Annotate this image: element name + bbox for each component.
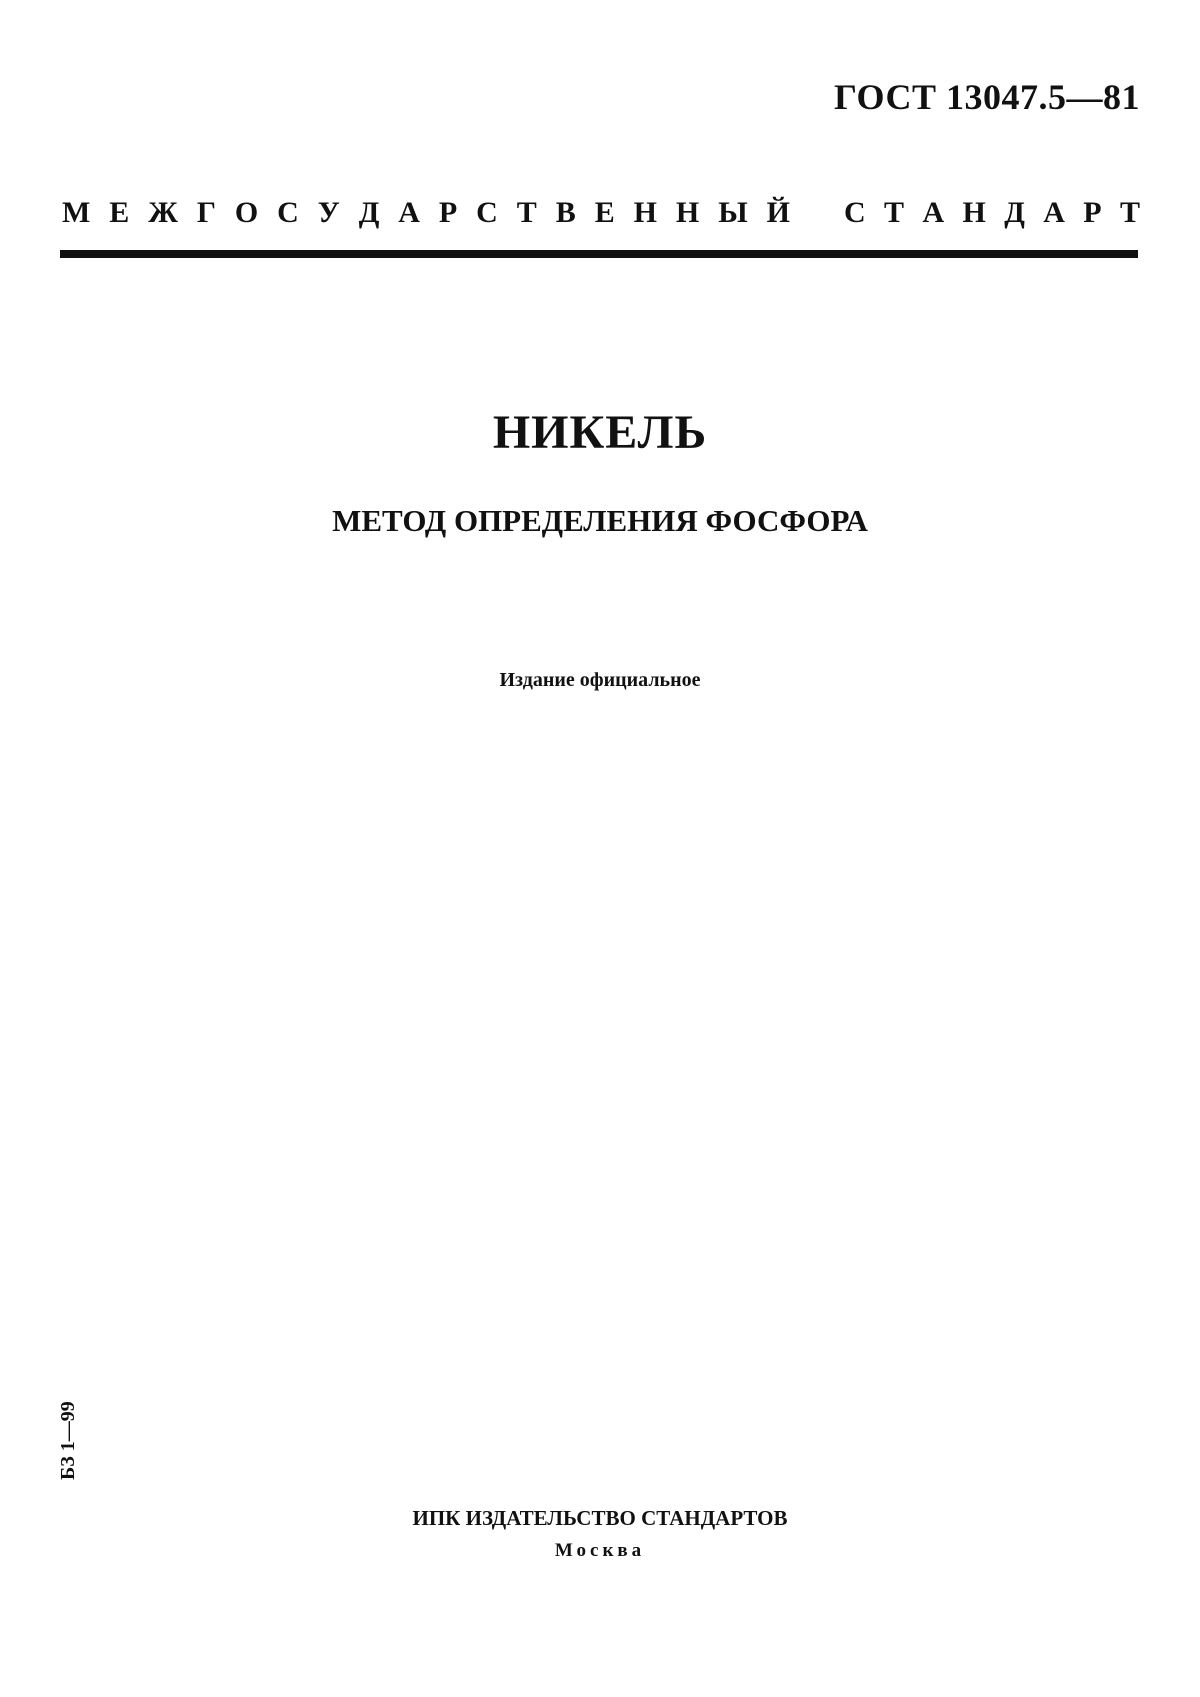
standard-type-heading	[62, 196, 1140, 230]
edition-note: Издание официальное	[499, 669, 701, 691]
standard-type-word-2	[844, 196, 1140, 230]
heading-letter: Е	[109, 196, 130, 229]
heading-letter: Д	[358, 196, 380, 229]
heading-letter: Ы	[718, 196, 748, 229]
heading-letter: У	[317, 196, 340, 229]
publisher-city: Москва	[554, 1540, 646, 1561]
heading-letter: Р	[1083, 196, 1102, 229]
heading-letter: Н	[675, 196, 700, 229]
heading-letter: Н	[962, 196, 986, 229]
heading-letter: О	[234, 196, 259, 229]
heading-letter: С	[844, 196, 866, 229]
heading-rule	[60, 250, 1138, 258]
heading-letter: С	[277, 196, 299, 229]
heading-letter: Й	[766, 196, 790, 229]
publisher-name: ИПК ИЗДАТЕЛЬСТВО СТАНДАРТОВ	[412, 1506, 788, 1530]
heading-letter: Т	[884, 196, 905, 229]
heading-letter: Н	[633, 196, 657, 229]
heading-letter: Т	[1119, 196, 1140, 229]
standard-type-word-1	[62, 196, 790, 230]
heading-letter: Д	[1004, 196, 1025, 229]
heading-letter: Ж	[148, 196, 178, 229]
document-title: НИКЕЛЬ	[492, 406, 708, 459]
heading-letter: А	[922, 196, 945, 229]
heading-letter: В	[555, 196, 576, 229]
heading-letter: А	[1043, 196, 1065, 229]
heading-letter: Т	[516, 196, 537, 229]
heading-letter: Г	[196, 196, 216, 229]
document-number: ГОСТ 13047.5—81	[834, 77, 1140, 117]
heading-letter: С	[476, 196, 498, 229]
heading-letter: Р	[438, 196, 458, 229]
heading-letter: Е	[594, 196, 615, 229]
heading-letter: А	[398, 196, 420, 229]
document-subtitle: МЕТОД ОПРЕДЕЛЕНИЯ ФОСФОРА	[332, 503, 868, 538]
side-code: БЗ 1—99	[57, 1401, 79, 1480]
heading-letter: М	[62, 196, 91, 229]
